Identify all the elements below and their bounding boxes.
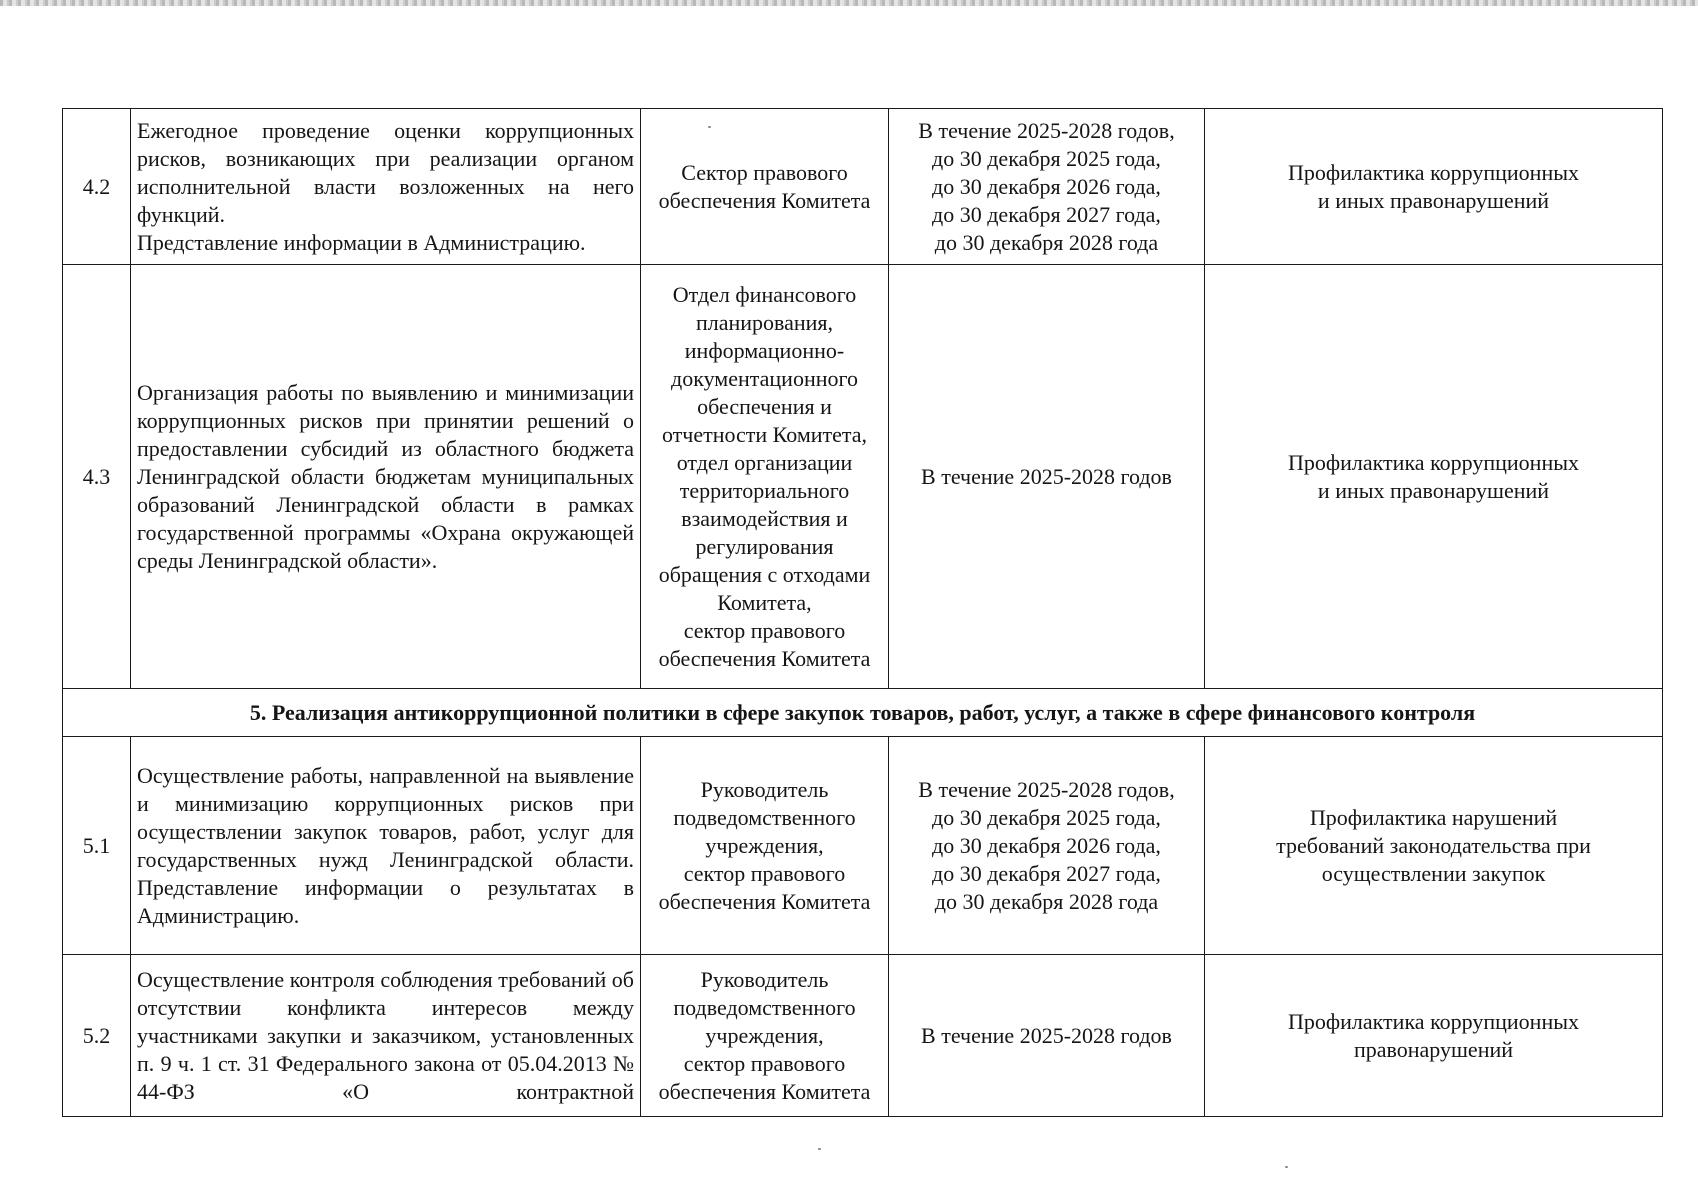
result-line: Профилактика коррупционных — [1288, 449, 1579, 475]
description-paragraph: Представление информации о результатах в Администрацию. — [137, 874, 634, 928]
result-cell — [1205, 109, 1663, 265]
responsible-line: обеспечения и — [697, 393, 832, 419]
responsible-line: Руководитель — [700, 776, 829, 802]
row-number: 5.2 — [63, 955, 131, 1117]
responsible-line: подведомственного — [673, 994, 856, 1020]
result-line: Профилактика нарушений — [1309, 804, 1558, 830]
description-paragraph: Представление информации в Администрацию. — [137, 229, 586, 255]
responsible-line: территориального — [679, 477, 850, 503]
result-line: правонарушений — [1353, 1036, 1514, 1062]
responsible-line: обеспечения Комитета — [658, 187, 871, 213]
scan-edge-artifact — [0, 0, 1698, 6]
responsible-line: документационного — [671, 365, 858, 391]
responsible-line: Сектор правового — [681, 159, 848, 185]
measure-description — [131, 737, 641, 955]
result-cell — [1205, 265, 1663, 689]
responsible-line: учреждения, — [705, 832, 824, 858]
deadline-cell — [889, 737, 1205, 955]
deadline-line: до 30 декабря 2028 года — [934, 229, 1159, 255]
responsible-line: регулирования — [695, 533, 834, 559]
deadline-cell — [889, 109, 1205, 265]
measure-description — [131, 955, 641, 1117]
deadline-line: до 30 декабря 2026 года, — [932, 173, 1161, 199]
responsible-line: сектор правового — [683, 1050, 846, 1076]
responsible-line: планирования, — [695, 309, 834, 335]
result-line: Профилактика коррупционных — [1288, 1008, 1579, 1034]
responsible-cell — [641, 737, 889, 955]
result-line: требований законодательства при — [1276, 832, 1591, 858]
deadline-line: до 30 декабря 2028 года — [934, 888, 1159, 914]
table-row — [63, 109, 1663, 265]
result-line: и иных правонарушений — [1317, 477, 1550, 503]
responsible-line: обращения с отходами — [658, 561, 871, 587]
responsible-line: отчетности Комитета, — [661, 421, 868, 447]
responsible-line: обеспечения Комитета — [658, 645, 871, 671]
deadline-cell — [889, 955, 1205, 1117]
deadline-line: до 30 декабря 2026 года, — [932, 832, 1161, 858]
description-paragraph: Осуществление работы, направленной на выявление и минимизацию коррупционных рисков при осуществлении закупок товаров, работ, услуг для государственных нужд Ленинградской области. — [137, 762, 634, 872]
section-heading: 5. Реализация антикоррупционной политики в сфере закупок товаров, работ, услуг, а также в сфере финансового контроля — [63, 689, 1663, 737]
responsible-cell — [641, 955, 889, 1117]
deadline-line: В течение 2025-2028 годов, — [918, 776, 1175, 802]
responsible-line: информационно- — [684, 337, 845, 363]
responsible-line: подведомственного — [673, 804, 856, 830]
row-number: 5.1 — [63, 737, 131, 955]
table-row — [63, 737, 1663, 955]
anticorruption-plan-table — [62, 108, 1663, 1117]
responsible-line: Комитета, — [717, 589, 812, 615]
measure-description — [131, 265, 641, 689]
description-paragraph: Ежегодное проведение оценки коррупционных рисков, возникающих при реализации органом исполнительной власти возложенных на него функций. — [137, 117, 634, 227]
responsible-line: сектор правового — [683, 860, 846, 886]
deadline-cell — [889, 265, 1205, 689]
row-number: 4.3 — [63, 265, 131, 689]
deadline-line: до 30 декабря 2025 года, — [932, 804, 1161, 830]
deadline-line: В течение 2025-2028 годов — [921, 1022, 1172, 1048]
responsible-line: сектор правового — [683, 617, 846, 643]
responsible-line: взаимодействия и — [681, 505, 848, 531]
scan-speck — [818, 1148, 821, 1150]
responsible-line: отдел организации — [676, 449, 853, 475]
responsible-line: учреждения, — [705, 1022, 824, 1048]
description-paragraph: Осуществление контроля соблюдения требований об отсутствии конфликта интересов между участниками закупки и заказчиком, установленных п. 9 ч. 1 ст. 31 Федерального закона от 05.04.2013 № 44-ФЗ «О контрактной — [137, 966, 634, 1104]
result-cell — [1205, 955, 1663, 1117]
result-line: Профилактика коррупционных — [1288, 159, 1579, 185]
measure-description — [131, 109, 641, 265]
deadline-line: до 30 декабря 2027 года, — [932, 860, 1161, 886]
responsible-line: Отдел финансового — [672, 281, 857, 307]
deadline-line: до 30 декабря 2025 года, — [932, 145, 1161, 171]
scan-speck — [708, 126, 711, 128]
responsible-cell — [641, 109, 889, 265]
description-paragraph: Организация работы по выявлению и минимизации коррупционных рисков при принятии решений о предоставлении субсидий из областного бюджета Ленинградской области бюджетам муниципальных образований Ленинградской области в рамках государственной программы «Охрана окружающей среды Ленинградской области». — [137, 379, 634, 573]
deadline-line: В течение 2025-2028 годов, — [918, 117, 1175, 143]
result-line: осуществлении закупок — [1321, 860, 1546, 886]
deadline-line: до 30 декабря 2027 года, — [932, 201, 1161, 227]
scan-speck — [1285, 1166, 1288, 1168]
table-row — [63, 955, 1663, 1117]
table-row — [63, 265, 1663, 689]
deadline-line: В течение 2025-2028 годов — [921, 463, 1172, 489]
responsible-line: обеспечения Комитета — [658, 888, 871, 914]
section-row — [63, 689, 1663, 737]
row-number: 4.2 — [63, 109, 131, 265]
result-line: и иных правонарушений — [1317, 187, 1550, 213]
responsible-line: Руководитель — [700, 966, 829, 992]
responsible-line: обеспечения Комитета — [658, 1078, 871, 1104]
result-cell — [1205, 737, 1663, 955]
responsible-cell — [641, 265, 889, 689]
